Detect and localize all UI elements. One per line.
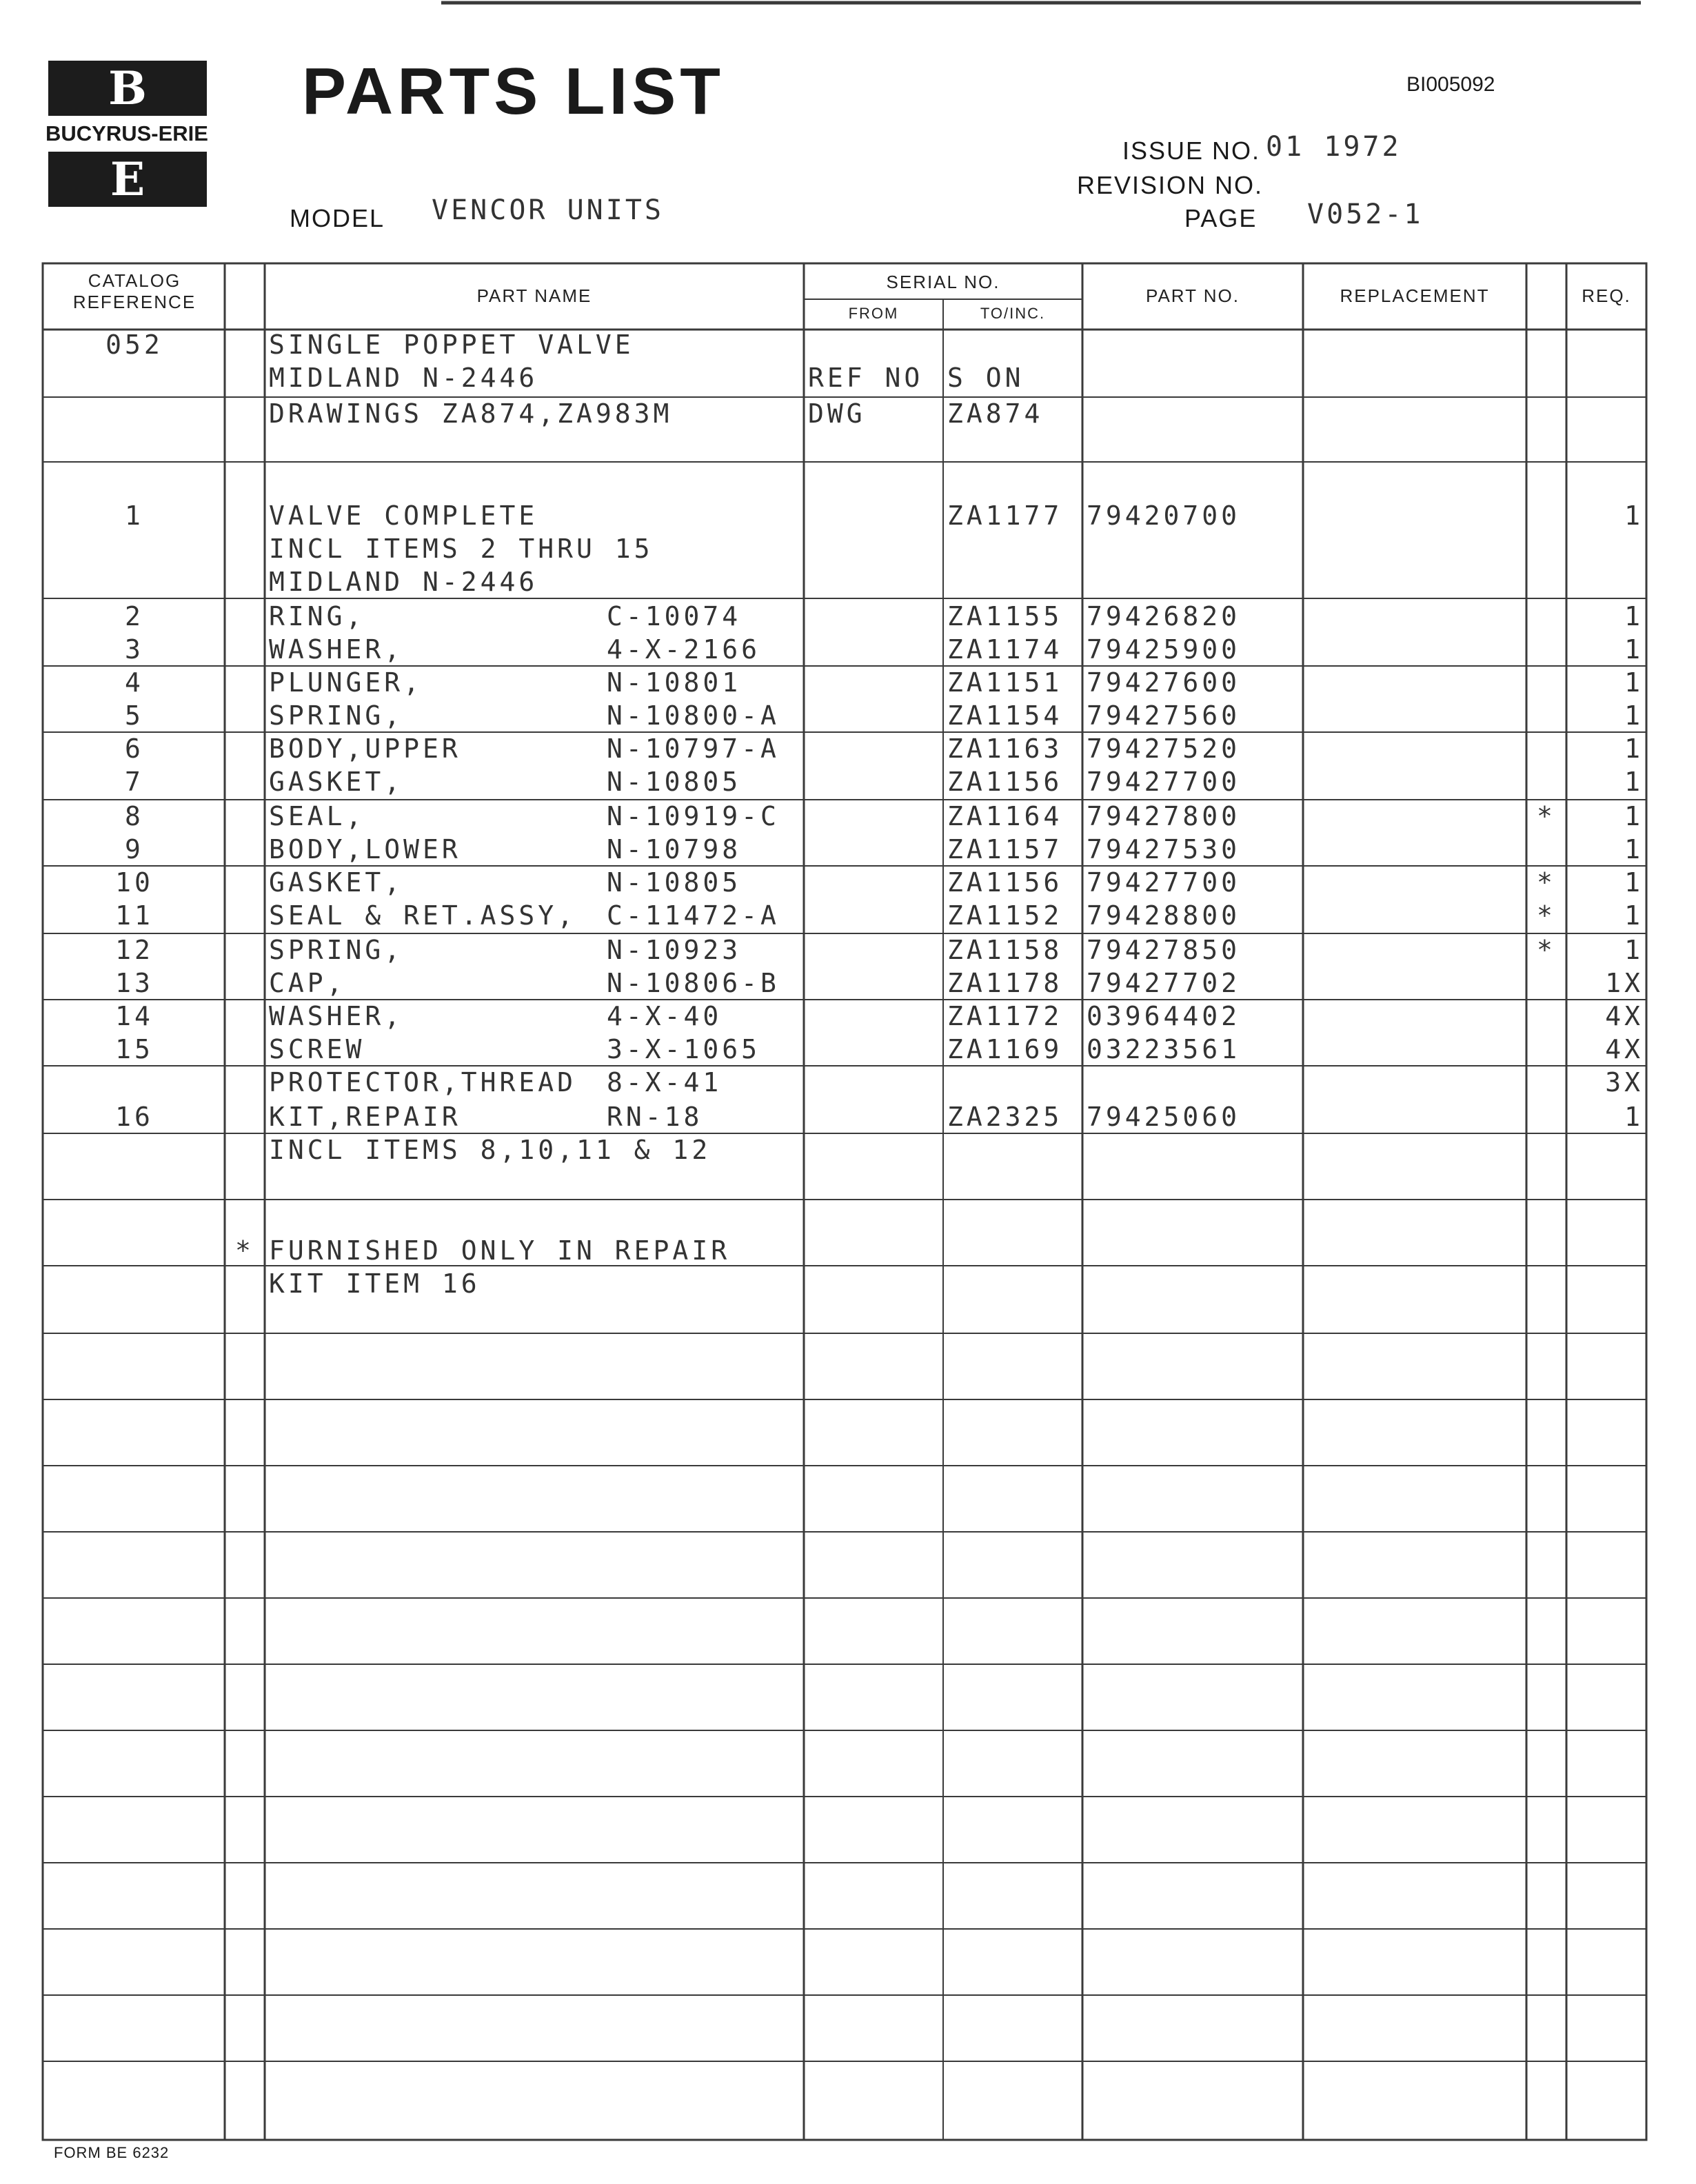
- cell-ref: 15: [115, 1034, 154, 1064]
- cell-flag: *: [1537, 935, 1556, 965]
- cell-name: MIDLAND N-2446: [269, 363, 538, 393]
- cell-flag: *: [1537, 900, 1556, 931]
- issue-value: 01 1972: [1266, 131, 1402, 163]
- cell-code: C-11472-A: [607, 900, 780, 931]
- cell-name: KIT,REPAIR: [269, 1102, 461, 1132]
- from-header: FROM: [848, 305, 899, 322]
- cell-req: 4X: [1605, 1001, 1644, 1031]
- cell-part: 79427600: [1087, 667, 1241, 698]
- to-inc-header: TO/INC.: [980, 305, 1046, 322]
- cell-name: GASKET,: [269, 767, 404, 797]
- cell-req: 1: [1624, 700, 1644, 731]
- logo-bottom-letter: E: [110, 152, 145, 206]
- cell-name: BODY,UPPER: [269, 734, 461, 764]
- cell-part: 79427530: [1087, 834, 1241, 865]
- cell-code: N-10800-A: [607, 700, 780, 731]
- cell-code: N-10798: [607, 834, 742, 865]
- cell-name: SPRING,: [269, 935, 404, 965]
- cell-name: DRAWINGS ZA874,ZA983M: [269, 398, 673, 429]
- cell-part: 79427700: [1087, 767, 1241, 797]
- cell-name: SINGLE POPPET VALVE: [269, 330, 634, 360]
- document-id: BI005092: [1406, 73, 1495, 96]
- cell-name: CAP,: [269, 968, 346, 998]
- cell-req: 1: [1624, 634, 1644, 665]
- cell-name: INCL ITEMS 2 THRU 15: [269, 534, 654, 564]
- cell-code: C-10074: [607, 601, 742, 631]
- cell-ref: 2: [125, 601, 144, 631]
- cell-req: 3X: [1605, 1067, 1644, 1098]
- model-label: MODEL: [290, 204, 385, 232]
- cell-to: ZA1169: [947, 1034, 1063, 1064]
- cell-code: 4-X-2166: [607, 634, 761, 665]
- logo-top-letter: B: [108, 61, 147, 115]
- cell-name: SCREW: [269, 1034, 365, 1064]
- cell-part: 79420700: [1087, 501, 1241, 531]
- cell-ref: 9: [125, 834, 144, 865]
- catalog-header: [48, 270, 221, 313]
- cell-name: MIDLAND N-2446: [269, 567, 538, 597]
- cell-part: 79425900: [1087, 634, 1241, 665]
- cell-part: 79427800: [1087, 801, 1241, 831]
- cell-name: VALVE COMPLETE: [269, 501, 538, 531]
- issue-label: ISSUE NO.: [1122, 136, 1261, 165]
- cell-req: 1: [1624, 667, 1644, 698]
- cell-part: 79425060: [1087, 1102, 1241, 1132]
- cell-ref: 8: [125, 801, 144, 831]
- cell-part: 79426820: [1087, 601, 1241, 631]
- cell-to: ZA1158: [947, 935, 1063, 965]
- cell-code: N-10919-C: [607, 801, 780, 831]
- catalog-header-line2: REFERENCE: [72, 292, 196, 312]
- model-value: VENCOR UNITS: [432, 194, 664, 226]
- cell-name: KIT ITEM 16: [269, 1268, 481, 1299]
- req-header: REQ.: [1582, 285, 1631, 306]
- revision-label: REVISION NO.: [1077, 171, 1264, 199]
- cell-req: 1: [1624, 900, 1644, 931]
- form-number: FORM BE 6232: [54, 2144, 170, 2161]
- cell-name: SEAL & RET.ASSY,: [269, 900, 577, 931]
- cell-from: REF NO: [808, 363, 924, 393]
- cell-mark: *: [235, 1235, 254, 1266]
- cell-req: 1: [1624, 767, 1644, 797]
- cell-flag: *: [1537, 801, 1556, 831]
- cell-to: ZA1156: [947, 767, 1063, 797]
- cell-req: 1: [1624, 1102, 1644, 1132]
- cell-code: N-10805: [607, 867, 742, 898]
- page-value: V052-1: [1307, 199, 1424, 230]
- cell-to: ZA1157: [947, 834, 1063, 865]
- cell-req: 1: [1624, 734, 1644, 764]
- cell-code: 3-X-1065: [607, 1034, 761, 1064]
- cell-flag: *: [1537, 867, 1556, 898]
- serial-header: SERIAL NO.: [886, 272, 1000, 292]
- cell-ref: 052: [105, 330, 163, 360]
- cell-part: 79427702: [1087, 968, 1241, 998]
- cell-name: SEAL,: [269, 801, 365, 831]
- cell-req: 1: [1624, 834, 1644, 865]
- cell-to: ZA1178: [947, 968, 1063, 998]
- cell-req: 1: [1624, 501, 1644, 531]
- cell-ref: 12: [115, 935, 154, 965]
- cell-to: ZA1172: [947, 1001, 1063, 1031]
- cell-to: ZA1151: [947, 667, 1063, 698]
- cell-part: 79427560: [1087, 700, 1241, 731]
- cell-name: INCL ITEMS 8,10,11 & 12: [269, 1135, 711, 1165]
- cell-ref: 14: [115, 1001, 154, 1031]
- cell-req: 4X: [1605, 1034, 1644, 1064]
- cell-code: N-10797-A: [607, 734, 780, 764]
- cell-from: DWG: [808, 398, 866, 429]
- cell-to: ZA1154: [947, 700, 1063, 731]
- page-title: PARTS LIST: [302, 54, 725, 128]
- part-no-header: PART NO.: [1146, 285, 1240, 306]
- page-label: PAGE: [1184, 204, 1258, 232]
- cell-ref: 4: [125, 667, 144, 698]
- cell-name: SPRING,: [269, 700, 404, 731]
- cell-code: N-10805: [607, 767, 742, 797]
- cell-to: ZA2325: [947, 1102, 1063, 1132]
- cell-name: PLUNGER,: [269, 667, 423, 698]
- cell-name: RING,: [269, 601, 365, 631]
- cell-name: PROTECTOR,THREAD: [269, 1067, 577, 1098]
- cell-req: 1: [1624, 935, 1644, 965]
- cell-ref: 7: [125, 767, 144, 797]
- cell-ref: 1: [125, 501, 144, 531]
- cell-part: 79427520: [1087, 734, 1241, 764]
- cell-req: 1: [1624, 867, 1644, 898]
- cell-code: 4-X-40: [607, 1001, 723, 1031]
- cell-part: 79428800: [1087, 900, 1241, 931]
- cell-to: ZA1156: [947, 867, 1063, 898]
- cell-code: N-10923: [607, 935, 742, 965]
- cell-name: WASHER,: [269, 634, 404, 665]
- cell-code: N-10806-B: [607, 968, 780, 998]
- cell-ref: 10: [115, 867, 154, 898]
- cell-ref: 5: [125, 700, 144, 731]
- cell-req: 1X: [1605, 968, 1644, 998]
- cell-to: ZA1155: [947, 601, 1063, 631]
- cell-ref: 6: [125, 734, 144, 764]
- cell-part: 79427700: [1087, 867, 1241, 898]
- cell-ref: 3: [125, 634, 144, 665]
- cell-ref: 13: [115, 968, 154, 998]
- cell-part: 03223561: [1087, 1034, 1241, 1064]
- cell-code: RN-18: [607, 1102, 703, 1132]
- cell-to: ZA1164: [947, 801, 1063, 831]
- cell-name: BODY,LOWER: [269, 834, 461, 865]
- brand-name: BUCYRUS-ERIE: [46, 121, 208, 145]
- cell-to: ZA1163: [947, 734, 1063, 764]
- cell-req: 1: [1624, 801, 1644, 831]
- cell-name: GASKET,: [269, 867, 404, 898]
- cell-part: 03964402: [1087, 1001, 1241, 1031]
- cell-to: ZA1177: [947, 501, 1063, 531]
- cell-name: FURNISHED ONLY IN REPAIR: [269, 1235, 731, 1266]
- cell-code: N-10801: [607, 667, 742, 698]
- cell-part: 79427850: [1087, 935, 1241, 965]
- cell-to: S ON: [947, 363, 1024, 393]
- cell-ref: 11: [115, 900, 154, 931]
- cell-ref: 16: [115, 1102, 154, 1132]
- cell-to: ZA1174: [947, 634, 1063, 665]
- cell-name: WASHER,: [269, 1001, 404, 1031]
- cell-req: 1: [1624, 601, 1644, 631]
- replacement-header: REPLACEMENT: [1340, 285, 1490, 306]
- part-name-header: PART NAME: [476, 285, 592, 306]
- cell-to: ZA874: [947, 398, 1044, 429]
- cell-to: ZA1152: [947, 900, 1063, 931]
- cell-code: 8-X-41: [607, 1067, 723, 1098]
- catalog-header-line1: CATALOG: [88, 270, 181, 291]
